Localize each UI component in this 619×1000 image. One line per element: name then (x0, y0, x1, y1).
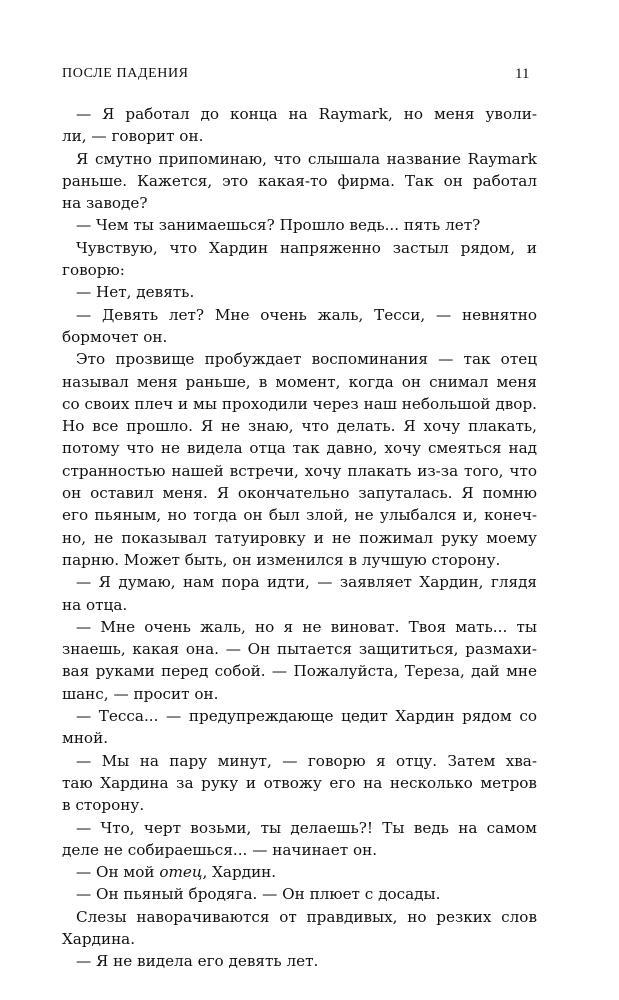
paragraph (62, 705, 537, 750)
paragraph (62, 906, 537, 951)
text-run: , Хардин. (202, 863, 277, 882)
text-line: вая руками перед собой. — Пожалуйста, Тереза, дай мне (62, 662, 537, 681)
paragraph (62, 616, 537, 705)
body-text (62, 103, 537, 973)
text-line: шанс, — просит он. (62, 684, 219, 703)
text-line: бормочет он. (62, 327, 168, 346)
text-line: — Девять лет? Мне очень жаль, Тесси, — невнятно (76, 305, 537, 324)
paragraph (62, 237, 537, 282)
text-line: его пьяным, но тогда он был злой, не улыбался и, конеч- (62, 506, 537, 525)
text-line: Чувствую, что Хардин напряженно застыл рядом, и (76, 238, 537, 257)
text-line: потому что не видела отца так давно, хочу смеяться над (62, 439, 537, 458)
page-number: 11 (515, 66, 530, 82)
text-line: на отца. (62, 595, 128, 614)
emphasized-word: отец (159, 863, 203, 882)
paragraph (62, 750, 537, 817)
text-line: со своих плеч и мы проходили через наш небольшой двор. (62, 394, 537, 413)
running-title: ПОСЛЕ ПАДЕНИЯ (62, 66, 189, 81)
paragraph (62, 861, 537, 883)
paragraph (62, 883, 537, 905)
text-line: — Мне очень жаль, но я не виноват. Твоя мать... ты (76, 617, 537, 636)
text-line: на заводе? (62, 194, 148, 213)
text-line: — Мы на пару минут, — говорю я отцу. Затем хва- (76, 751, 537, 770)
text-line: в сторону. (62, 796, 145, 815)
text-line: Я смутно припоминаю, что слышала название Raymark (76, 149, 537, 168)
text-line: таю Хардина за руку и отвожу его на несколько метров (62, 773, 537, 792)
text-line: — Чем ты занимаешься? Прошло ведь... пять лет? (76, 216, 481, 235)
text-line: ли, — говорит он. (62, 127, 204, 146)
paragraph (62, 214, 537, 236)
paragraph (62, 281, 537, 303)
paragraph (62, 571, 537, 616)
text-line: — Я думаю, нам пора идти, — заявляет Хардин, глядя (76, 573, 537, 592)
text-line: странностью нашей встречи, хочу плакать из-за того, что (62, 461, 537, 480)
paragraph (62, 148, 537, 215)
paragraph (62, 817, 537, 862)
text-line: Но все прошло. Я не знаю, что делать. Я хочу плакать, (62, 417, 537, 436)
text-line: он оставил меня. Я окончательно запуталась. Я помню (62, 484, 537, 503)
text-line: знаешь, какая она. — Он пытается защититься, размахи- (62, 640, 537, 659)
text-run: — Он мой (76, 863, 160, 882)
text-line: — Он пьяный бродяга. — Он плюет с досады. (76, 885, 441, 904)
text-line: — Нет, девять. (76, 283, 195, 302)
paragraph (62, 304, 537, 349)
text-line: раньше. Кажется, это какая-то фирма. Так он работал (62, 171, 537, 190)
text-line (62, 861, 537, 883)
text-line: Это прозвище пробуждает воспоминания — так отец (76, 350, 537, 369)
text-line: — Я не видела его девять лет. (76, 952, 319, 971)
text-line: Хардина. (62, 929, 136, 948)
text-line: Слезы наворачиваются от правдивых, но резких слов (76, 907, 537, 926)
text-line: но, не показывал татуировку и не пожимал руку моему (62, 528, 537, 547)
text-line: называл меня раньше, в момент, когда он снимал меня (62, 372, 537, 391)
paragraph (62, 950, 537, 972)
text-line: мной. (62, 729, 109, 748)
text-line: говорю: (62, 261, 125, 280)
paragraph (62, 348, 537, 571)
text-line: — Тесса... — предупреждающе цедит Хардин рядом со (76, 707, 537, 726)
paragraph (62, 103, 537, 148)
text-line: деле не собираешься... — начинает он. (62, 840, 378, 859)
text-line: парню. Может быть, он изменился в лучшую сторону. (62, 550, 501, 569)
text-line: — Я работал до конца на Raymark, но меня уволи- (76, 105, 537, 123)
text-line: — Что, черт возьми, ты делаешь?! Ты ведь на самом (76, 818, 537, 837)
